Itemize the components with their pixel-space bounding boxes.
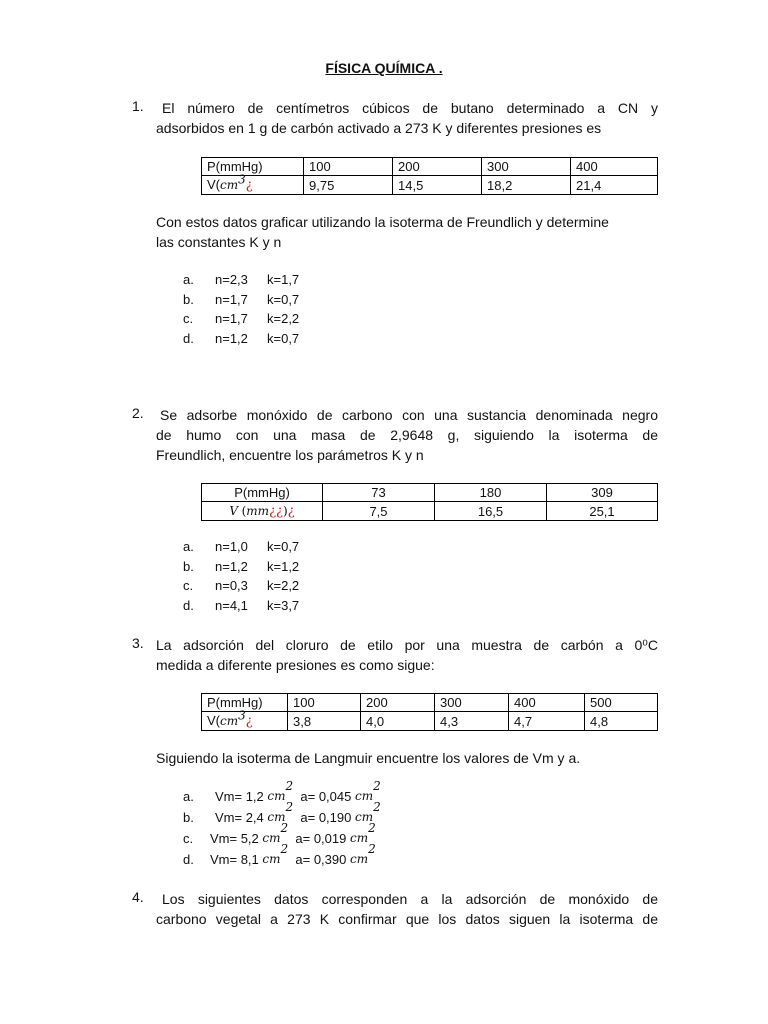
option-k: k=0,7 [267,291,300,307]
option-k: k=0,7 [267,539,300,554]
table-cell: 4,0 [361,712,435,731]
table-cell: P(mmHg) [202,158,304,176]
question-2-options [183,537,299,615]
option-k: k=3,7 [267,597,300,613]
table-cell: 500 [585,694,658,712]
table-row [202,176,658,195]
table-cell: 9,75 [304,176,393,195]
option-unit: cm [349,831,369,845]
table-cell: 14,5 [393,176,482,195]
table-cell: P(mmHg) [202,484,323,502]
option-vm: Vm= 1,2 [215,789,264,804]
question-1-table [201,157,658,195]
option-letter: d. [183,597,194,613]
option-a: a= 0,019 [295,831,347,846]
option-unit: cm [267,789,286,803]
option-k: k=2,2 [267,311,300,326]
list-item [183,290,299,310]
list-item [183,537,299,557]
question-3-options [183,779,381,870]
list-item [183,309,299,329]
list-item [183,329,299,349]
option-letter: b. [183,291,194,307]
table-cell: 200 [393,158,482,176]
table-cell: 73 [323,484,435,502]
option-unit: cm [349,852,369,866]
option-exp: 2 [280,842,289,856]
question-3-instructions: Siguiendo la isoterma de Langmuir encuentre los valores de Vm y a. [156,750,581,766]
v-label-glyph: ¿ [287,504,295,519]
table-cell: P(mmHg) [202,694,288,712]
list-item [183,270,299,290]
list-item [183,576,299,596]
option-unit: cm [262,852,281,866]
v-label-open: ( [241,504,247,518]
option-letter: a. [183,789,194,804]
question-1-instructions [156,212,658,252]
option-n: n=1,2 [215,558,248,574]
option-exp: 2 [373,800,381,814]
table-cell: 180 [435,484,547,502]
question-2-table [201,483,658,521]
question-2-line-2: de humo con una masa de 2,9648 g, siguiendo la isoterma de [156,427,658,443]
option-n: n=1,7 [215,291,248,307]
table-cell: 309 [547,484,658,502]
option-a: a= 0,390 [295,852,347,867]
list-item [183,557,299,577]
v-label-glyph: ¿ [245,714,253,729]
question-4-line-1: Los siguientes datos corresponden a la adsorción de monóxido de [162,891,658,907]
option-n: n=1,0 [215,539,248,554]
option-letter: a. [183,272,194,287]
table-cell: 18,2 [482,176,571,195]
option-exp: 2 [285,779,294,793]
table-cell: 4,7 [509,712,585,731]
question-3-table [201,693,658,731]
table-cell [202,708,288,731]
v-label-prefix: V( [207,177,220,192]
option-k: k=1,2 [267,558,300,574]
list-item [183,779,381,807]
question-1-number: 1. [132,98,144,114]
option-unit: cm [267,810,286,824]
option-letter: b. [183,810,194,825]
table-cell: 300 [482,158,571,176]
v-label-exp: 3 [238,708,246,723]
table-cell: 3,8 [288,712,361,731]
option-letter: b. [183,558,194,574]
question-2-text [156,405,658,465]
v-label-prefix: V( [207,713,220,728]
option-k: k=0,7 [267,330,300,346]
option-vm: Vm= 2,4 [215,810,264,825]
option-vm: Vm= 8,1 [210,852,259,867]
table-cell: 25,1 [547,502,658,521]
v-label-close: ) [283,504,288,518]
option-k: k=2,2 [267,578,300,593]
option-unit: cm [354,810,374,824]
option-letter: a. [183,539,194,554]
table-cell: 21,4 [571,176,658,195]
question-2-line-1: Se adsorbe monóxido de carbono con una sustancia denominada negro [160,407,658,423]
option-letter: c. [183,831,194,846]
table-row [202,158,658,176]
option-exp: 2 [368,842,376,856]
question-4-number: 4. [132,889,144,905]
option-n: n=2,3 [215,272,248,287]
option-vm: Vm= 5,2 [210,831,259,846]
table-row [202,484,658,502]
question-3-number: 3. [132,635,144,651]
table-cell: 200 [361,694,435,712]
question-3-line-1: La adsorción del cloruro de etilo por una muestra de carbón a 0⁰C [156,637,658,653]
option-n: n=1,7 [215,311,248,326]
table-cell: 400 [509,694,585,712]
v-label-v: V [229,504,238,518]
table-cell: 100 [288,694,361,712]
option-k: k=1,7 [267,272,300,287]
v-label-glyph: ¿¿ [269,504,284,519]
table-cell: 4,3 [435,712,509,731]
table-cell: 300 [435,694,509,712]
v-label-unit: cm [220,714,239,728]
table-row [202,694,658,712]
option-letter: d. [183,330,194,346]
v-label-unit: cm [220,178,239,192]
question-1-line-2: adsorbidos en 1 g de carbón activado a 273 K y diferentes presiones es [156,120,602,136]
option-n: n=0,3 [215,578,248,593]
page-title: FÍSICA QUÍMICA . [325,60,443,76]
question-3-line-2: medida a diferente presiones es como sigue: [156,657,435,673]
table-row [202,502,658,521]
question-3-text [156,635,658,675]
question-4-line-2: carbono vegetal a 273 K confirmar que los datos siguen la isoterma de [156,911,658,927]
table-cell: 4,8 [585,712,658,731]
option-letter: c. [183,578,194,593]
v-label-glyph: ¿ [245,178,253,193]
table-cell: 16,5 [435,502,547,521]
table-cell [202,172,304,195]
v-label-exp: 3 [238,172,246,187]
list-item [183,842,381,870]
table-cell: 100 [304,158,393,176]
option-a: a= 0,045 [300,789,352,804]
table-row [202,712,658,731]
question-4-text [156,889,658,929]
question-1-options [183,270,299,348]
instructions-line-2: las constantes K y n [156,234,282,250]
table-cell [202,502,323,521]
option-unit: cm [354,789,374,803]
v-label-unit: mm [246,504,270,518]
option-a: a= 0,190 [300,810,352,825]
question-2-line-3: Freundlich, encuentre los parámetros K y n [156,447,424,463]
table-cell: 400 [571,158,658,176]
option-exp: 2 [285,800,294,814]
option-exp: 2 [373,779,381,793]
option-exp: 2 [280,821,289,835]
option-n: n=4,1 [215,597,248,613]
instructions-line-1: Con estos datos graficar utilizando la isoterma de Freundlich y determine [156,214,609,230]
option-unit: cm [262,831,281,845]
option-letter: c. [183,311,194,326]
question-1-line-1: El número de centímetros cúbicos de butano determinado a CN y [162,100,658,116]
option-exp: 2 [368,821,376,835]
option-letter: d. [183,852,194,867]
question-2-number: 2. [132,405,144,421]
table-cell: 7,5 [323,502,435,521]
option-n: n=1,2 [215,330,248,346]
list-item [183,596,299,616]
question-1-text [156,98,658,138]
